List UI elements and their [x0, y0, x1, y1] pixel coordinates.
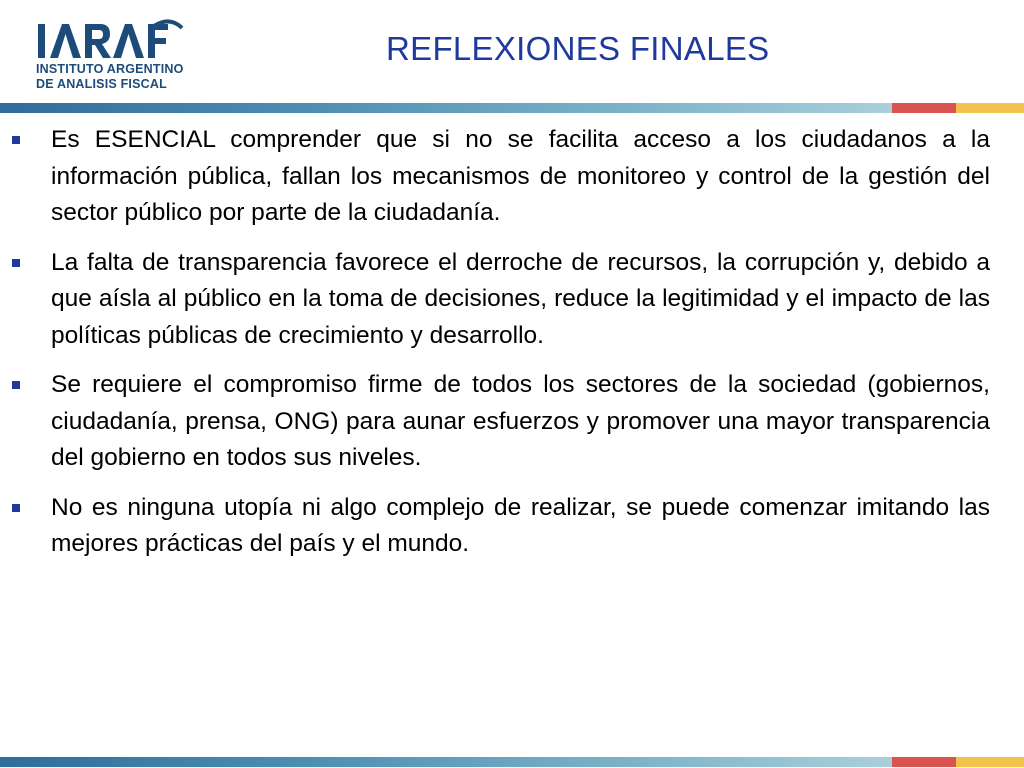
- square-bullet-icon: [12, 381, 20, 389]
- header-divider: [0, 103, 1024, 113]
- bullet-list: [0, 122, 1024, 576]
- bullet-item: [51, 367, 990, 477]
- square-bullet-icon: [12, 136, 20, 144]
- slide-title: REFLEXIONES FINALES: [386, 30, 770, 67]
- square-bullet-icon: [12, 259, 20, 267]
- bullet-item: [51, 490, 990, 563]
- iaraf-logo: [36, 18, 216, 94]
- divider-red-segment: [892, 757, 956, 767]
- logo-text-line2: DE ANALISIS FISCAL: [36, 77, 167, 91]
- bullet-text: Es ESENCIAL comprender que si no se facilita acceso a los ciudadanos a la información pública, fallan los mecanismos de monitoreo y control de la gestión del sector público por parte de la ciudadanía.: [51, 126, 990, 226]
- divider-blue-segment: [0, 757, 892, 767]
- divider-red-segment: [892, 103, 956, 113]
- divider-yellow-segment: [956, 103, 1024, 113]
- logo-text-line1: INSTITUTO ARGENTINO: [36, 62, 184, 76]
- footer-divider: [0, 757, 1024, 767]
- bullet-item: [51, 122, 990, 232]
- divider-blue-segment: [0, 103, 892, 113]
- iaraf-logo-mark: [36, 18, 186, 62]
- bullet-item: [51, 245, 990, 355]
- square-bullet-icon: [12, 504, 20, 512]
- bullet-text: No es ninguna utopía ni algo complejo de realizar, se puede comenzar imitando las mejores prácticas del país y el mundo.: [51, 493, 990, 557]
- divider-yellow-segment: [956, 757, 1024, 767]
- bullet-text: Se requiere el compromiso firme de todos los sectores de la sociedad (gobiernos, ciudadanía, prensa, ONG) para aunar esfuerzos y promover una mayor transparencia del gobierno en todos sus niveles.: [51, 371, 990, 471]
- bullet-text: La falta de transparencia favorece el derroche de recursos, la corrupción y, debido a que aísla al público en la toma de decisiones, reduce la legitimidad y el impacto de las políticas públicas de crecimiento y desarrollo.: [51, 248, 990, 349]
